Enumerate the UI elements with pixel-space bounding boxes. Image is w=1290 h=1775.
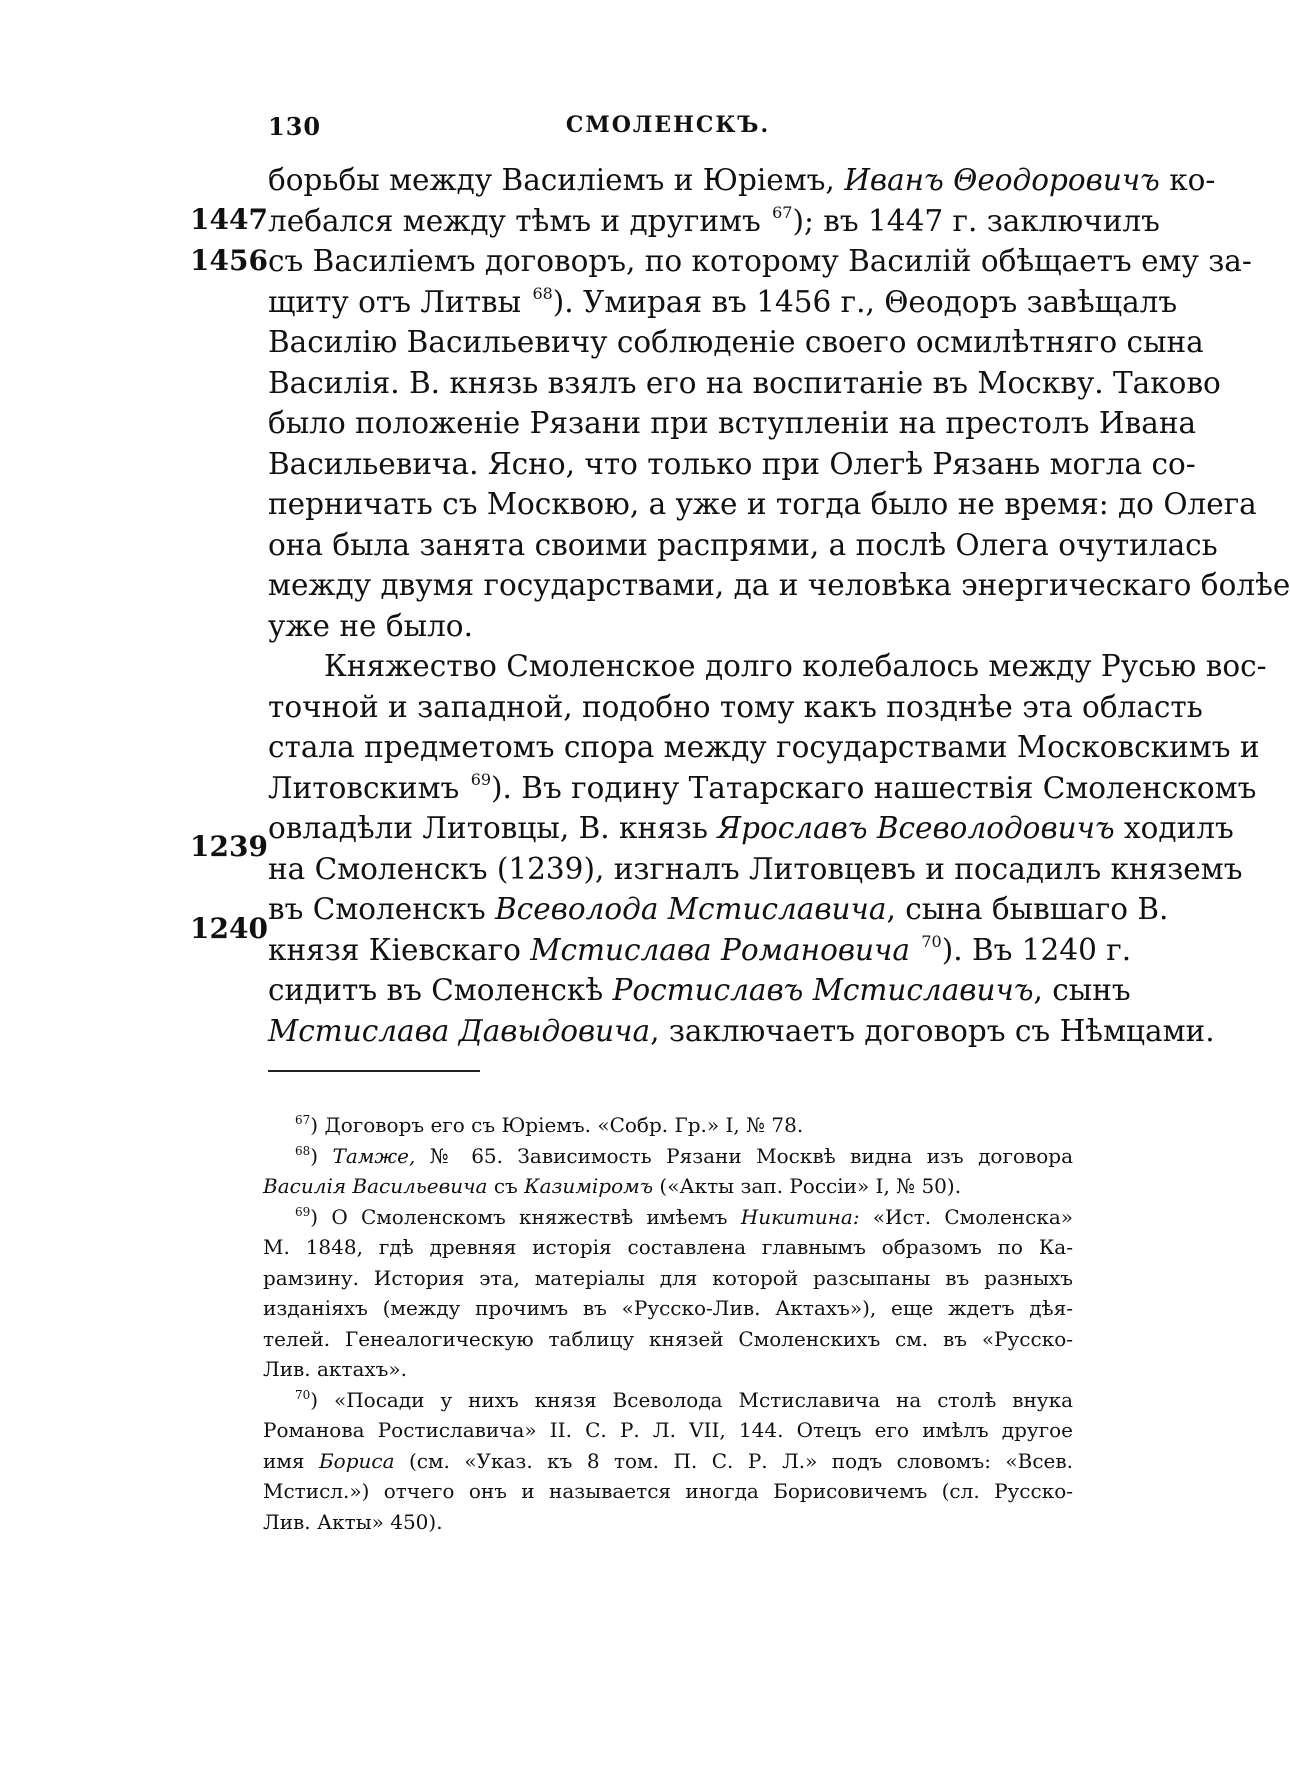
body-line: въ Смоленскъ Всеволода Мстиславича, сына бывшаго В. (268, 892, 1169, 926)
body-line: борьбы между Василіемъ и Юріемъ, Иванъ Θеодоровичъ ко- (268, 163, 1216, 197)
body-line: сидитъ въ Смоленскѣ Ростиславъ Мстиславичъ, сынъ (268, 973, 1131, 1007)
running-head: СМОЛЕНСКЪ. (565, 112, 771, 138)
body-line: Мстислава Давыдовича, заключаетъ договоръ съ Нѣмцами. (268, 1013, 1215, 1048)
footnote-line: Василія Васильевича съ Казиміромъ («Акты зап. Россіи» I, № 50). (263, 1174, 962, 1198)
body-line: щиту отъ Литвы $^{68}$). Умирая въ 1456 г., Θеодоръ завѣщалъ (268, 283, 1178, 319)
body-line: съ Василіемъ договоръ, по которому Василій обѣщаетъ ему за- (268, 244, 1252, 278)
footnote-ref: 68 (532, 283, 553, 303)
body-line: перничать съ Москвою, а уже и тогда было не время: до Олега (268, 487, 1257, 521)
footnote-line: имя Бориса (см. «Указ. къ 8 том. П. С. Р. Л.» подъ словомъ: «Всев. (263, 1448, 1073, 1473)
footnote-ref: 67 (772, 202, 793, 222)
margin-year-1456: 1456 (190, 244, 268, 277)
body-line: стала предметомъ спора между государствами Московскимъ и (268, 730, 1260, 764)
footnote-67: $^{67}$) Договоръ его съ Юріемъ. «Собр. Гр.» I, № 78. (295, 1113, 804, 1137)
body-line: лебался между тѣмъ и другимъ $^{67}$); въ 1447 г. заключилъ (268, 202, 1160, 238)
body-line: Литовскимъ $^{69}$). Въ годину Татарскаго нашествія Смоленскомъ (268, 769, 1257, 805)
body-line: она была занята своими распрями, а послѣ Олега очутилась (268, 527, 1218, 562)
footnote-line: Романова Ростиславича» II. С. Р. Л. VII, 144. Отецъ его имѣлъ другое (263, 1418, 1073, 1442)
margin-year-1447: 1447 (190, 203, 268, 236)
footnote-line: телей. Генеалогическую таблицу князей Смоленскихъ см. въ «Русско- (263, 1326, 1073, 1351)
footnote-70: $^{70}$) «Посади у нихъ князя Всеволода Мстиславича на столѣ внука (295, 1387, 1073, 1412)
body-line: точной и западной, подобно тому какъ позднѣе эта область (268, 689, 1203, 724)
margin-year-1239: 1239 (190, 830, 268, 863)
margin-year-1240: 1240 (190, 912, 268, 945)
body-line: Княжество Смоленское долго колебалось между Русью вос- (324, 649, 1267, 683)
footnote-69: $^{69}$) О Смоленскомъ княжествѣ имѣемъ Никитина: «Ист. Смоленска» (295, 1204, 1073, 1229)
body-line: между двумя государствами, да и человѣка энергическаго болѣе (268, 568, 1290, 602)
footnote-separator (268, 1070, 480, 1072)
footnote-68: $^{68}$) Тамже, № 65. Зависимость Рязани Москвѣ видна изъ договора (295, 1143, 1073, 1168)
footnote-line: рамзину. История эта, матеріалы для которой разсыпаны въ разныхъ (263, 1265, 1073, 1290)
body-line: на Смоленскъ (1239), изгналъ Литовцевъ и посадилъ княземъ (268, 851, 1243, 886)
body-line: уже не было. (268, 608, 473, 643)
body-line: Василію Васильевичу соблюденіе своего осмилѣтняго сына (268, 325, 1204, 359)
body-line: овладѣли Литовцы, В. князь Ярославъ Всеволодовичъ ходилъ (268, 811, 1234, 845)
body-text (268, 160, 1290, 1051)
page-number: 130 (268, 112, 322, 141)
page-header (268, 112, 1068, 152)
body-line: Василія. В. князь взялъ его на воспитаніе въ Москву. Таково (268, 365, 1221, 400)
footnote-line: Лив. актахъ». (263, 1357, 408, 1381)
footnotes (263, 1110, 1073, 1537)
footnote-ref: 70 (921, 931, 942, 951)
footnote-line: изданіяхъ (между прочимъ въ «Русско-Лив. Актахъ»), еще ждетъ дѣя- (263, 1296, 1073, 1320)
footnote-ref: 69 (470, 769, 492, 789)
body-line: Васильевича. Ясно, что только при Олегѣ Рязань могла со- (268, 446, 1196, 481)
body-line: князя Кіевскаго Мстислава Романовича $^{70}$). Въ 1240 г. (268, 931, 1132, 967)
footnote-line: Мстисл.») отчего онъ и называется иногда Борисовичемъ (сл. Русско- (263, 1479, 1073, 1503)
footnote-line: М. 1848, гдѣ древняя исторія составлена главнымъ образомъ по Ка- (263, 1235, 1073, 1259)
body-line: было положеніе Рязани при вступленіи на престолъ Ивана (268, 406, 1197, 440)
footnote-line: Лив. Акты» 450). (263, 1509, 443, 1534)
